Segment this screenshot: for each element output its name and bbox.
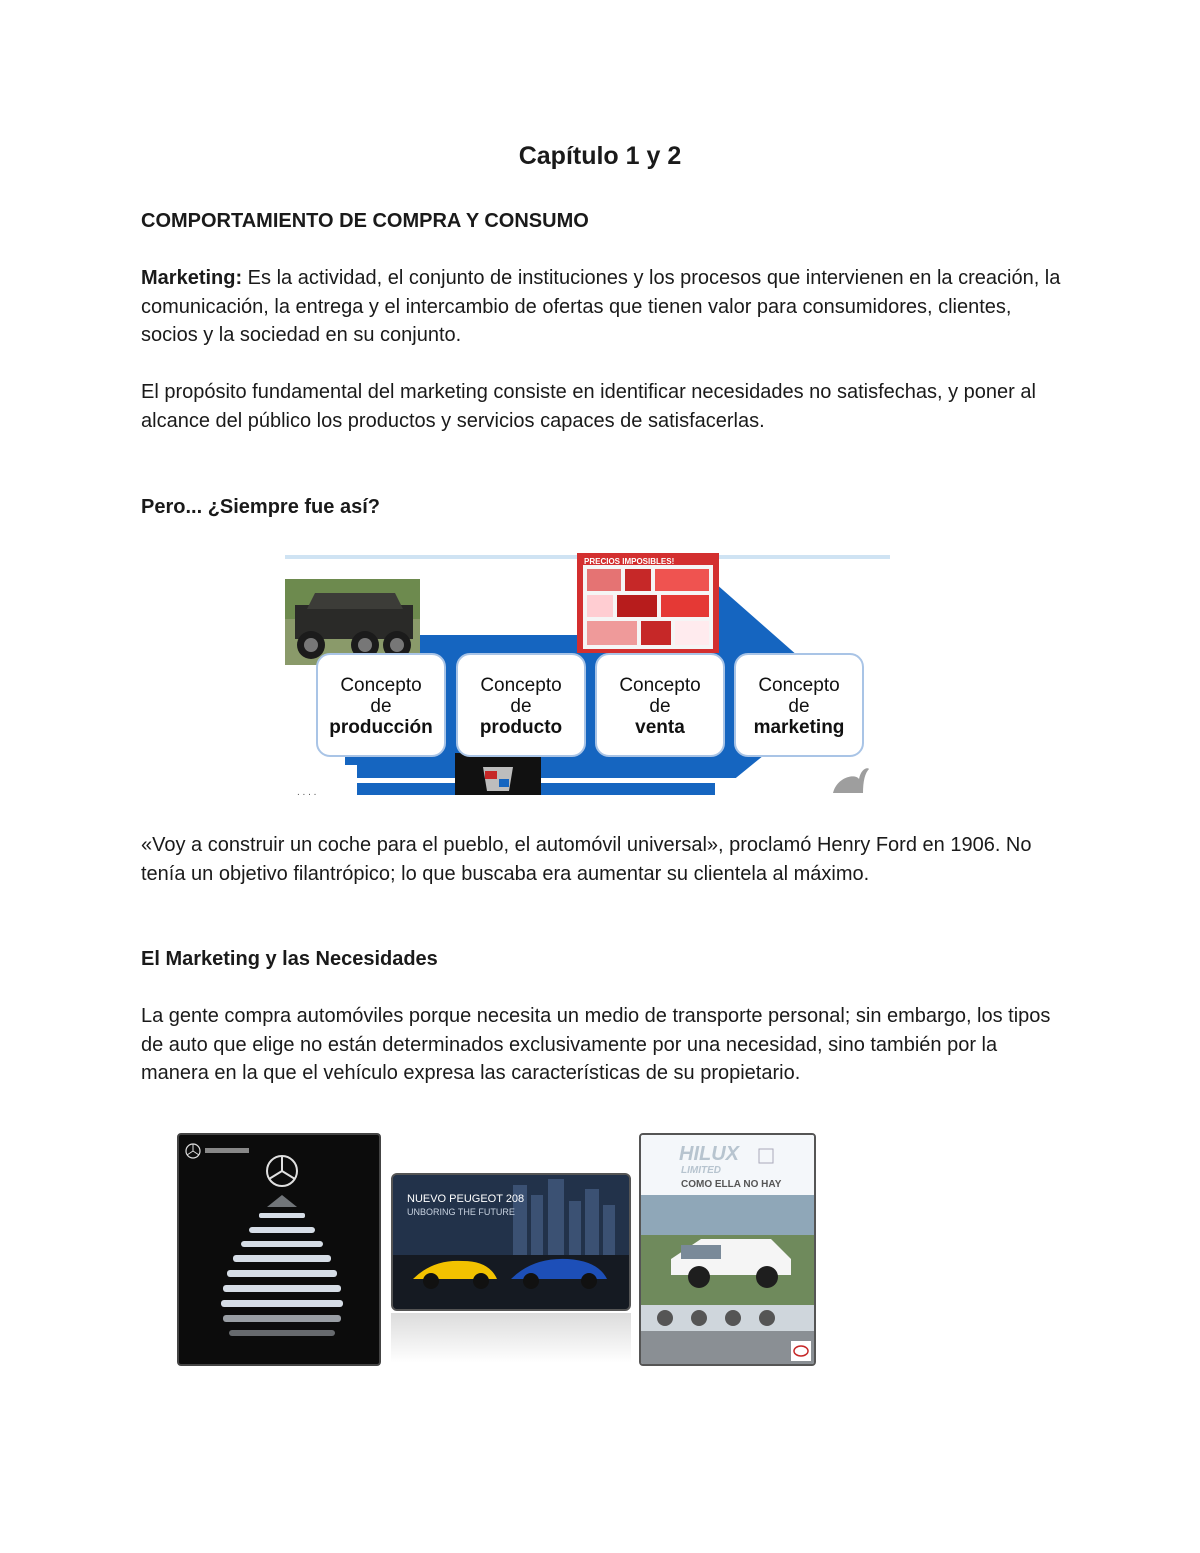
hilux-ad-graphic [641,1135,816,1366]
cut-off-caption: . . . . [297,787,317,795]
concept-line1: Concepto [758,675,840,696]
needs-paragraph: La gente compra automóviles porque necesita un medio de transporte personal; sin embargo, los tipos de auto que elige no están determinados exclusivamente por una necesidad, sino también por la manera en la que el vehículo expresa las características de su propietario. [141,1005,1051,1084]
concept-produccion [316,653,446,757]
concept-line3: venta [635,717,685,738]
concept-line2: de [649,696,671,717]
concept-line2: de [370,696,392,717]
concept-line3: marketing [753,717,845,738]
mercedes-ad-graphic [179,1135,381,1366]
purpose-paragraph: El propósito fundamental del marketing consiste en identificar necesidades no satisfechas, y poner al alcance del público los productos y servicios capaces de satisfacerlas. [141,381,1036,432]
concept-line1: Concepto [340,675,422,696]
sale-flyer-image [577,553,719,653]
peugeot-ad-title: NUEVO PEUGEOT 208 [407,1193,525,1205]
marketing-definition [141,264,1061,350]
concept-line1: Concepto [480,675,562,696]
peugeot-ad-reflection [391,1313,631,1363]
needs-heading: El Marketing y las Necesidades [141,948,438,970]
marketing-evolution-diagram [285,553,890,795]
concept-line2: de [510,696,532,717]
page-title: Capítulo 1 y 2 [518,142,682,170]
concept-venta [595,653,725,757]
concept-line2: de [788,696,810,717]
flyer-banner-text: PRECIOS IMPOSIBLES! [584,557,675,566]
hilux-ad-brand: HILUX [679,1143,739,1165]
hilux-ad-tagline: COMO ELLA NO HAY [681,1179,782,1190]
marketing-term: Marketing: [141,267,243,289]
concept-line1: Concepto [619,675,701,696]
concept-producto [456,653,586,757]
concept-line3: producción [329,717,433,738]
hilux-ad-edition: LIMITED [681,1165,721,1176]
peugeot-ad-tagline: UNBORING THE FUTURE [407,1207,515,1217]
cadillac-logo-image [455,753,541,795]
concept-marketing [734,653,864,757]
concept-line3: producto [479,717,563,738]
mercedes-ad-image [177,1133,381,1366]
question-heading: Pero... ¿Siempre fue así? [141,496,380,518]
hilux-ad-image [639,1133,816,1366]
peugeot-ad-image [391,1173,631,1311]
ford-quote-paragraph: «Voy a construir un coche para el pueblo, el automóvil universal», proclamó Henry Ford en 1906. No tenía un objetivo filantrópico; lo que buscaba era aumentar su clientela al máximo. [141,834,1032,885]
section-heading: COMPORTAMIENTO DE COMPRA Y CONSUMO [141,210,589,232]
marketing-definition-text: Es la actividad, el conjunto de instituciones y los procesos que intervienen en la creación, la comunicación, la entrega y el intercambio de ofertas que tienen valor para consumidores, clientes, socios y la sociedad en su conjunto. [141,267,1061,346]
